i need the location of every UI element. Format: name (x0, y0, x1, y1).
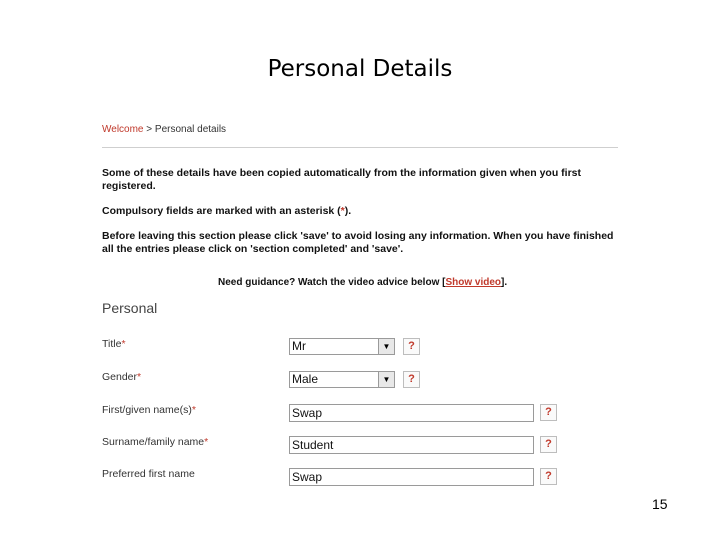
gender-select-value: Male (292, 372, 319, 386)
breadcrumb-separator: > (143, 124, 155, 135)
gender-select[interactable] (289, 371, 395, 388)
preferred-name-help-icon[interactable]: ? (540, 468, 557, 485)
first-name-help-icon[interactable]: ? (540, 404, 557, 421)
required-asterisk: * (137, 371, 142, 383)
first-name-row (102, 404, 622, 424)
guidance-close: ]. (501, 277, 508, 288)
intro-compulsory-text (102, 205, 622, 218)
preferred-name-row (102, 468, 622, 488)
guidance-text: Need guidance? Watch the video advice below [ (218, 277, 446, 288)
title-select[interactable] (289, 338, 395, 355)
title-select-value: Mr (292, 339, 306, 353)
intro-copied-text: Some of these details have been copied automatically from the information given when you first registered. (102, 167, 582, 192)
screenshot-panel (102, 124, 622, 316)
breadcrumb (102, 124, 622, 135)
preferred-name-input[interactable]: Swap (289, 468, 534, 486)
required-asterisk: * (121, 338, 126, 350)
title-help-icon[interactable]: ? (403, 338, 420, 355)
title-row (102, 338, 622, 358)
title-label: Title* (102, 338, 126, 350)
first-name-label: First/given name(s)* (102, 404, 196, 416)
dropdown-arrow-icon[interactable]: ▼ (378, 339, 394, 354)
surname-label: Surname/family name* (102, 436, 209, 448)
compulsory-text-end: ). (344, 205, 352, 217)
required-asterisk: * (204, 436, 209, 448)
first-name-input[interactable]: Swap (289, 404, 534, 422)
show-video-link[interactable]: Show video (445, 277, 502, 288)
slide-title: Personal Details (267, 56, 453, 82)
breadcrumb-current: Personal details (154, 124, 227, 135)
gender-label: Gender* (102, 371, 142, 383)
header-divider (102, 147, 618, 148)
section-heading-personal: Personal (102, 300, 158, 316)
page-number: 15 (652, 496, 668, 512)
surname-help-icon[interactable]: ? (540, 436, 557, 453)
compulsory-text-start: Compulsory fields are marked with an asterisk ( (102, 205, 341, 217)
guidance-line (102, 277, 622, 288)
surname-input[interactable]: Student (289, 436, 534, 454)
breadcrumb-welcome-link[interactable]: Welcome (102, 124, 144, 135)
required-asterisk: * (191, 404, 196, 416)
dropdown-arrow-icon[interactable]: ▼ (378, 372, 394, 387)
gender-row (102, 371, 622, 391)
gender-help-icon[interactable]: ? (403, 371, 420, 388)
asterisk-symbol: * (340, 205, 345, 217)
surname-row (102, 436, 622, 456)
preferred-name-label: Preferred first name (102, 468, 195, 480)
intro-save-text: Before leaving this section please click 'save' to avoid losing any information. When you have finished all the entries please click on 'section completed' and 'save'. (102, 230, 614, 255)
